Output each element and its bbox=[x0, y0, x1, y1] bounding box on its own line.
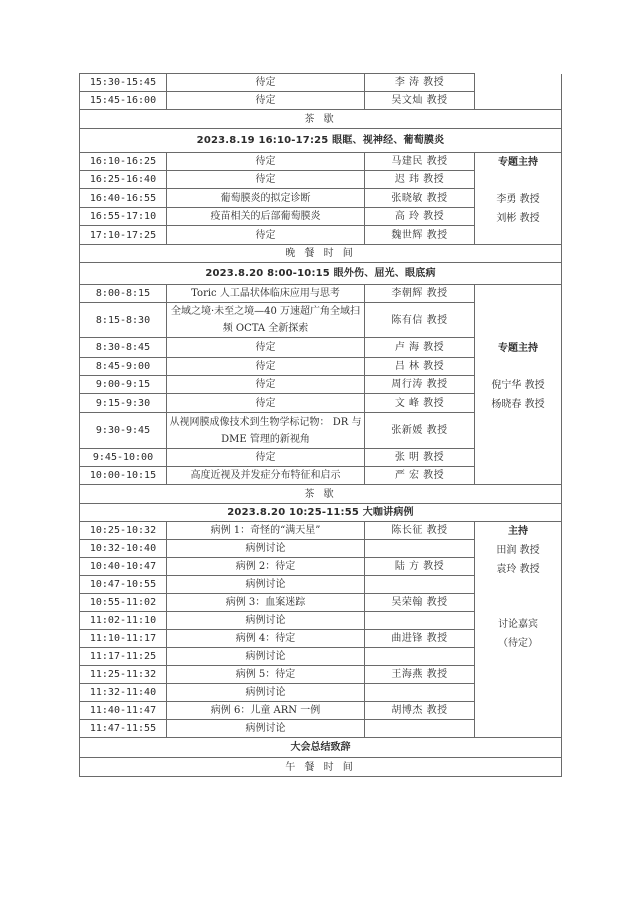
host-name: 刘彬 教授 bbox=[496, 213, 540, 224]
host-title: 专题主持 bbox=[498, 157, 538, 168]
topic-cell: 病例 6：儿童 ARN 一例 bbox=[167, 702, 365, 720]
host-title: 专题主持 bbox=[498, 343, 538, 354]
topic-cell: 待定 bbox=[167, 226, 365, 245]
time-cell: 9:30-9:45 bbox=[80, 413, 167, 449]
topic-cell: 病例 3：血案迷踪 bbox=[167, 594, 365, 612]
time-cell: 16:40-16:55 bbox=[80, 189, 167, 208]
speaker-cell: 张 明 教授 bbox=[365, 449, 475, 467]
speaker-cell: 吕 林 教授 bbox=[365, 358, 475, 376]
break-row bbox=[80, 245, 562, 263]
time-cell: 10:32-10:40 bbox=[80, 540, 167, 558]
topic-cell: 病例讨论 bbox=[167, 684, 365, 702]
topic-cell: 葡萄膜炎的拟定诊断 bbox=[167, 189, 365, 208]
time-cell: 11:10-11:17 bbox=[80, 630, 167, 648]
tea-break-label: 茶 歇 bbox=[80, 110, 562, 129]
session-header-row bbox=[80, 129, 562, 153]
topic-cell: 病例讨论 bbox=[167, 540, 365, 558]
time-cell: 10:00-10:15 bbox=[80, 467, 167, 485]
topic-cell: 全域之境·未至之境—40 万速超广角全域扫频 OCTA 全新探索 bbox=[167, 303, 365, 338]
speaker-cell: 曲进锋 教授 bbox=[365, 630, 475, 648]
break-row bbox=[80, 758, 562, 777]
host-cell bbox=[475, 522, 562, 738]
spacer bbox=[475, 285, 561, 339]
speaker-cell: 周行涛 教授 bbox=[365, 376, 475, 394]
speaker-cell: 陈长征 教授 bbox=[365, 522, 475, 540]
time-cell: 9:45-10:00 bbox=[80, 449, 167, 467]
guest-title: 讨论嘉宾 bbox=[498, 619, 538, 630]
time-cell: 8:00-8:15 bbox=[80, 285, 167, 303]
topic-cell: 疫苗相关的后部葡萄膜炎 bbox=[167, 208, 365, 226]
closing-label: 大会总结致辞 bbox=[80, 738, 562, 758]
host-cell bbox=[475, 285, 562, 485]
speaker-cell: 李朝辉 教授 bbox=[365, 285, 475, 303]
session-header: 2023.8.20 8:00-10:15 眼外伤、屈光、眼底病 bbox=[80, 263, 562, 285]
host-name: 李勇 教授 bbox=[496, 194, 540, 205]
time-cell: 15:45-16:00 bbox=[80, 92, 167, 110]
time-cell: 11:02-11:10 bbox=[80, 612, 167, 630]
topic-cell: 待定 bbox=[167, 394, 365, 413]
time-cell: 10:47-10:55 bbox=[80, 576, 167, 594]
speaker-cell: 魏世辉 教授 bbox=[365, 226, 475, 245]
speaker-cell: 李 涛 教授 bbox=[365, 74, 475, 92]
schedule-row bbox=[80, 522, 562, 540]
speaker-cell: 陆 方 教授 bbox=[365, 558, 475, 576]
speaker-cell bbox=[365, 684, 475, 702]
speaker-cell: 张新媛 教授 bbox=[365, 413, 475, 449]
topic-cell: 病例 4：待定 bbox=[167, 630, 365, 648]
topic-cell: 待定 bbox=[167, 171, 365, 189]
host-name: 袁玲 教授 bbox=[496, 564, 540, 575]
session-header-row bbox=[80, 504, 562, 522]
schedule-row bbox=[80, 153, 562, 171]
guest-value: （待定） bbox=[498, 638, 538, 649]
time-cell: 16:10-16:25 bbox=[80, 153, 167, 171]
topic-cell: 病例讨论 bbox=[167, 720, 365, 738]
closing-row bbox=[80, 738, 562, 758]
time-cell: 16:55-17:10 bbox=[80, 208, 167, 226]
lunch-label: 午 餐 时 间 bbox=[80, 758, 562, 777]
topic-cell: Toric 人工晶状体临床应用与思考 bbox=[167, 285, 365, 303]
topic-cell: 病例 5：待定 bbox=[167, 666, 365, 684]
topic-cell: 高度近视及并发症分布特征和启示 bbox=[167, 467, 365, 485]
speaker-cell: 吴荣翰 教授 bbox=[365, 594, 475, 612]
topic-cell: 从视网膜成像技术到生物学标记物： DR 与 DME 管理的新视角 bbox=[167, 413, 365, 449]
schedule-row bbox=[80, 285, 562, 303]
speaker-cell: 文 峰 教授 bbox=[365, 394, 475, 413]
time-cell: 15:30-15:45 bbox=[80, 74, 167, 92]
topic-cell: 病例 1：奇怪的“满天星” bbox=[167, 522, 365, 540]
spacer bbox=[475, 358, 561, 376]
speaker-cell bbox=[365, 576, 475, 594]
speaker-cell: 严 宏 教授 bbox=[365, 467, 475, 485]
speaker-cell bbox=[365, 720, 475, 738]
session-header-row bbox=[80, 263, 562, 285]
time-cell: 9:00-9:15 bbox=[80, 376, 167, 394]
topic-cell: 待定 bbox=[167, 376, 365, 394]
time-cell: 17:10-17:25 bbox=[80, 226, 167, 245]
speaker-cell bbox=[365, 540, 475, 558]
schedule-row bbox=[80, 74, 562, 92]
session-header: 2023.8.19 16:10-17:25 眼眶、视神经、葡萄膜炎 bbox=[80, 129, 562, 153]
topic-cell: 病例讨论 bbox=[167, 576, 365, 594]
break-row bbox=[80, 485, 562, 504]
time-cell: 11:32-11:40 bbox=[80, 684, 167, 702]
time-cell: 11:17-11:25 bbox=[80, 648, 167, 666]
host-name: 倪宁华 教授 bbox=[491, 380, 545, 391]
break-row bbox=[80, 110, 562, 129]
speaker-cell: 马建民 教授 bbox=[365, 153, 475, 171]
time-cell: 8:30-8:45 bbox=[80, 338, 167, 358]
time-cell: 9:15-9:30 bbox=[80, 394, 167, 413]
topic-cell: 待定 bbox=[167, 92, 365, 110]
topic-cell: 病例讨论 bbox=[167, 648, 365, 666]
time-cell: 10:55-11:02 bbox=[80, 594, 167, 612]
topic-cell: 待定 bbox=[167, 358, 365, 376]
session-header: 2023.8.20 10:25-11:55 大咖讲病例 bbox=[80, 504, 562, 522]
tea-break-label: 茶 歇 bbox=[80, 485, 562, 504]
dinner-label: 晚 餐 时 间 bbox=[80, 245, 562, 263]
topic-cell: 病例 2：待定 bbox=[167, 558, 365, 576]
time-cell: 8:15-8:30 bbox=[80, 303, 167, 338]
time-cell: 11:47-11:55 bbox=[80, 720, 167, 738]
speaker-cell: 卢 海 教授 bbox=[365, 338, 475, 358]
host-cell-empty bbox=[475, 74, 562, 110]
time-cell: 8:45-9:00 bbox=[80, 358, 167, 376]
time-cell: 11:40-11:47 bbox=[80, 702, 167, 720]
speaker-cell: 陈有信 教授 bbox=[365, 303, 475, 338]
host-title: 主持 bbox=[508, 526, 528, 537]
speaker-cell bbox=[365, 612, 475, 630]
topic-cell: 待定 bbox=[167, 449, 365, 467]
host-name: 田润 教授 bbox=[496, 545, 540, 556]
speaker-cell: 迟 玮 教授 bbox=[365, 171, 475, 189]
time-cell: 11:25-11:32 bbox=[80, 666, 167, 684]
topic-cell: 待定 bbox=[167, 74, 365, 92]
time-cell: 16:25-16:40 bbox=[80, 171, 167, 189]
speaker-cell: 王海燕 教授 bbox=[365, 666, 475, 684]
speaker-cell: 胡博杰 教授 bbox=[365, 702, 475, 720]
speaker-cell bbox=[365, 648, 475, 666]
speaker-cell: 吴文灿 教授 bbox=[365, 92, 475, 110]
host-cell bbox=[475, 153, 562, 245]
spacer bbox=[475, 172, 561, 190]
schedule-table bbox=[79, 73, 562, 777]
topic-cell: 待定 bbox=[167, 153, 365, 171]
host-name: 杨晓春 教授 bbox=[491, 399, 545, 410]
speaker-cell: 高 玲 教授 bbox=[365, 208, 475, 226]
speaker-cell: 张晓敏 教授 bbox=[365, 189, 475, 208]
time-cell: 10:40-10:47 bbox=[80, 558, 167, 576]
time-cell: 10:25-10:32 bbox=[80, 522, 167, 540]
topic-cell: 待定 bbox=[167, 338, 365, 358]
topic-cell: 病例讨论 bbox=[167, 612, 365, 630]
spacer bbox=[475, 579, 561, 615]
